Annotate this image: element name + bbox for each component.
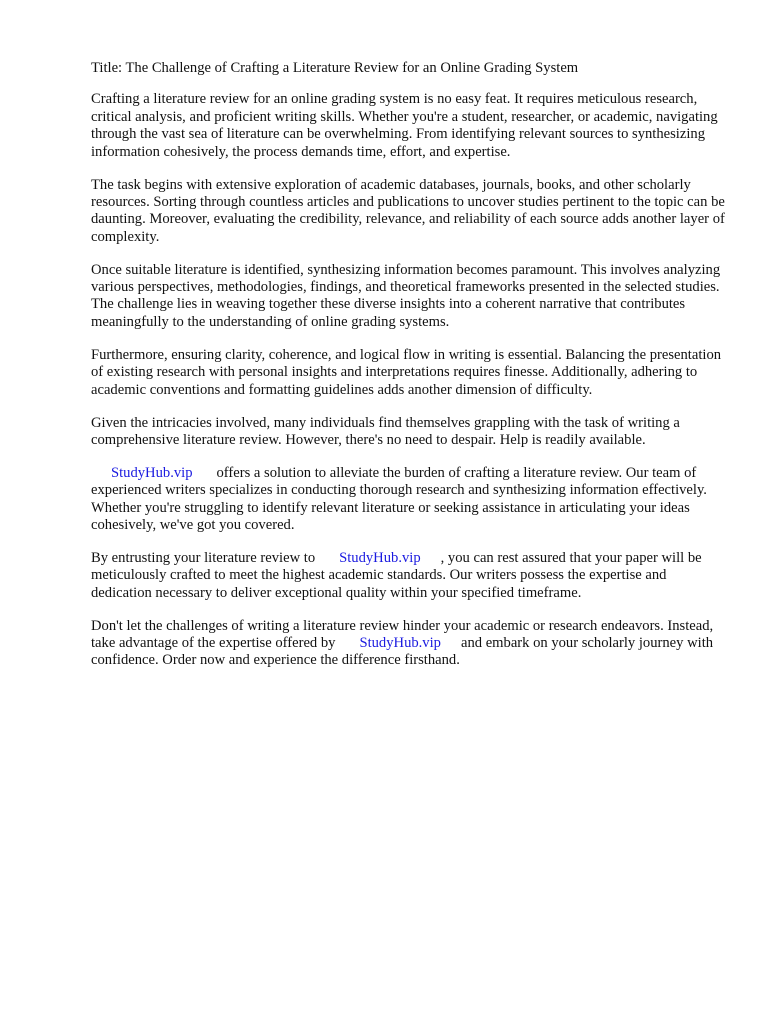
document-body: [91, 60, 727, 685]
studyhub-link[interactable]: StudyHub.vip: [359, 635, 441, 652]
paragraph-entrusting: [91, 550, 727, 602]
paragraph-exploration: The task begins with extensive exploration of academic databases, journals, books, and other scholarly resources. Sorting through countless articles and publications to uncover studies pertinent to the topic can be daunting. Moreover, evaluating the credibility, relevance, and reliability of each source adds another layer of complexity.: [91, 176, 725, 245]
service-offer-text: offers a solution to alleviate the burden of crafting a literature review. Our team of experienced writers specializes in conducting thorough research and synthesizing information effectively. Whether you're struggling to identify relevant literature or seeking assistance in articulating your ideas cohesively, we've got you covered.: [91, 464, 707, 534]
closing-text-after: and embark on your scholarly journey with confidence. Order now and experience the difference firsthand.: [91, 635, 714, 669]
paragraph-clarity: Furthermore, ensuring clarity, coherence, and logical flow in writing is essential. Balancing the presentation of existing research with personal insights and interpretations requires finesse. Additionally, adhering to academic conventions and formatting guidelines adds another dimension of difficulty.: [91, 346, 722, 398]
studyhub-link[interactable]: StudyHub.vip: [339, 549, 421, 566]
entrusting-text-before: By entrusting your literature review to: [91, 549, 316, 566]
studyhub-link[interactable]: StudyHub.vip: [111, 464, 193, 481]
paragraph-synthesis: Once suitable literature is identified, synthesizing information becomes paramount. This involves analyzing various perspectives, methodologies, findings, and theoretical frameworks presented in the selected studies. The challenge lies in weaving together these diverse insights into a coherent narrative that contributes meaningfully to the understanding of online grading systems.: [91, 261, 721, 330]
document-title: Title: The Challenge of Crafting a Literature Review for an Online Grading System: [91, 60, 579, 76]
paragraph-help: Given the intricacies involved, many individuals find themselves grappling with the task of writing a comprehensive literature review. However, there's no need to despair. Help is readily available.: [91, 414, 680, 448]
entrusting-text-after: , you can rest assured that your paper will be meticulously crafted to meet the highest academic standards. Our writers possess the expertise and dedication necessary to deliver exceptional quality within your specified timeframe.: [91, 549, 702, 601]
paragraph-closing: [91, 618, 727, 670]
paragraph-intro: Crafting a literature review for an online grading system is no easy feat. It requires meticulous research, critical analysis, and proficient writing skills. Whether you're a student, researcher, or academic, navigating through the vast sea of literature can be overwhelming. From identifying relevant sources to synthesizing information cohesively, the process demands time, effort, and expertise.: [91, 91, 718, 160]
paragraph-service-offer: [91, 465, 727, 535]
closing-text-before: Don't let the challenges of writing a literature review hinder your academic or research endeavors. Instead, take advantage of the expertise offered by: [91, 617, 714, 652]
